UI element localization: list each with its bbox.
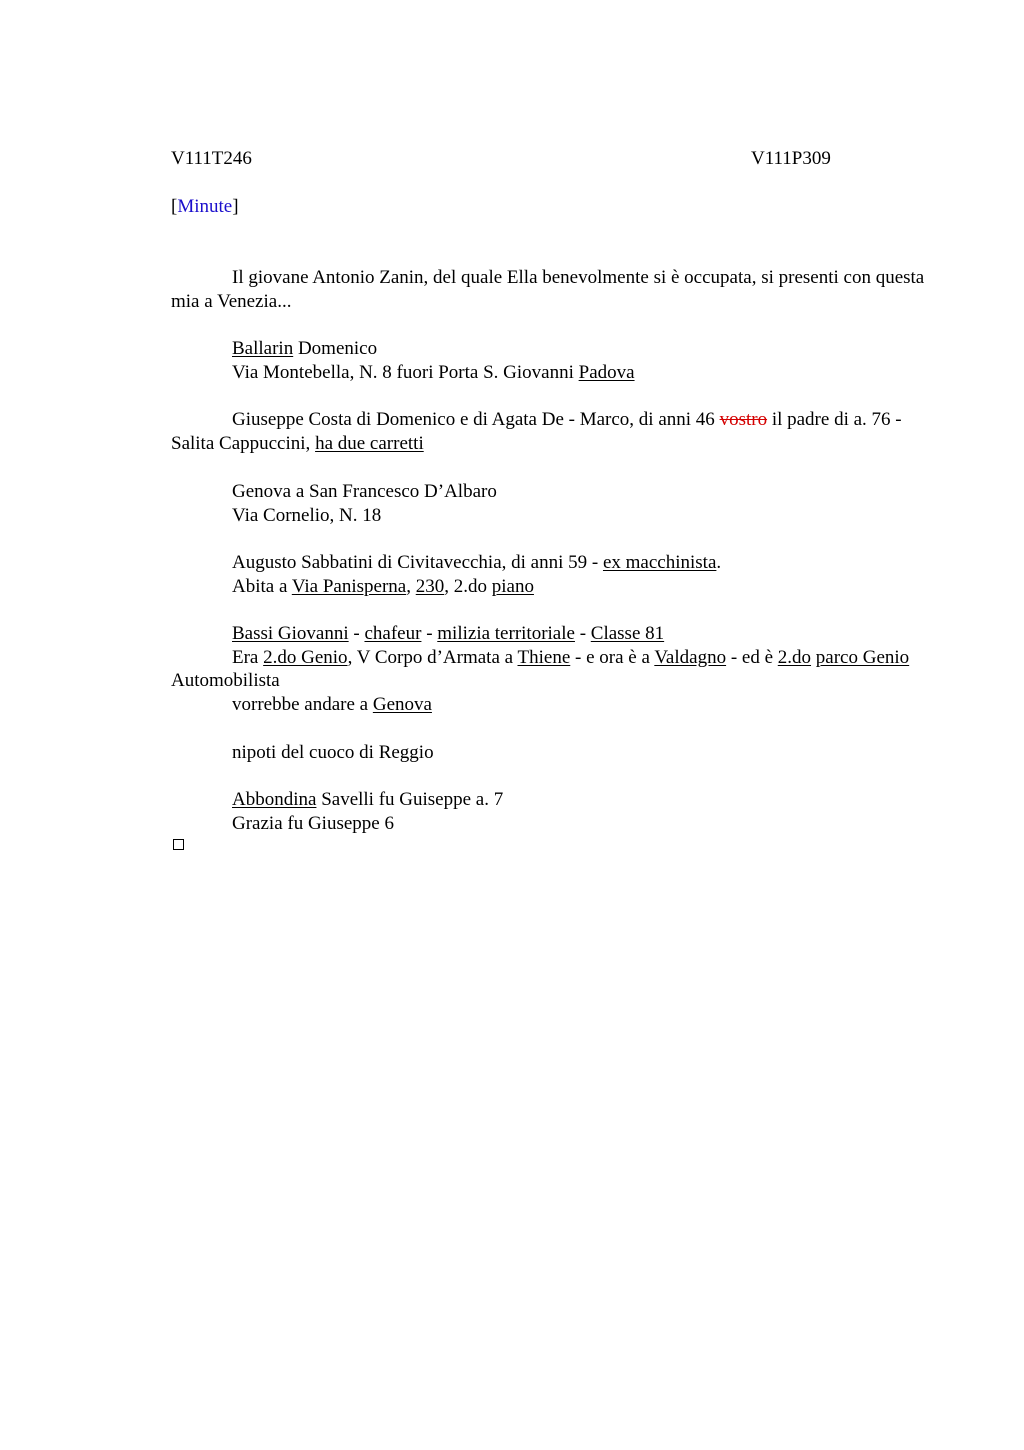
abbondina-line2: Grazia fu Giuseppe 6	[232, 812, 394, 834]
bassi-block	[171, 622, 931, 716]
costa-deleted-word: vostro	[719, 409, 768, 430]
end-box-icon	[173, 839, 184, 850]
sabbatini-block	[171, 551, 992, 598]
bassi-ed: - ed è	[726, 646, 778, 668]
nipoti-text: nipoti del cuoco di Reggio	[232, 742, 434, 763]
minute-reference	[171, 195, 239, 219]
sabbatini-text: Augusto Sabbatini di Civitavecchia, di anni 59 -	[232, 552, 603, 573]
abbondina-block	[171, 788, 992, 835]
bracket-open: [	[171, 196, 178, 217]
bassi-genova: Genova	[372, 693, 432, 715]
costa-text-after: il padre di a. 76 - Salita Cappuccini,	[171, 409, 902, 454]
sabbatini-comma2: , 2.do	[444, 575, 492, 597]
nipoti-block	[171, 741, 992, 765]
genova-address-block	[171, 480, 992, 527]
bassi-sep1: -	[348, 623, 365, 644]
abbondina-name: Abbondina	[232, 789, 317, 810]
bassi-thiene: Thiene	[517, 646, 571, 668]
bassi-parco: parco Genio	[815, 646, 910, 668]
sabbatini-number: 230	[415, 575, 445, 597]
bassi-role: chafeur	[364, 623, 422, 644]
bassi-secondo: 2.do	[777, 646, 812, 668]
ballarin-name: Domenico	[293, 338, 378, 359]
costa-underlined: ha due carretti	[315, 432, 424, 454]
bassi-era: Era	[232, 646, 264, 668]
sabbatini-abita: Abita a	[232, 575, 292, 597]
bassi-name: Bassi Giovanni	[232, 623, 349, 644]
sabbatini-street: Via Panisperna	[291, 575, 407, 597]
sabbatini-period: .	[716, 552, 722, 573]
genova-line2: Via Cornelio, N. 18	[232, 504, 382, 526]
right-code: V111P309	[751, 148, 831, 169]
bassi-vorrebbe: vorrebbe andare a	[232, 693, 373, 715]
genova-line1: Genova a San Francesco D’Albaro	[232, 481, 497, 502]
sabbatini-floor: piano	[491, 575, 534, 597]
bassi-genio: 2.do Genio	[263, 646, 348, 668]
minute-link[interactable]: Minute	[177, 196, 233, 217]
sabbatini-job: ex macchinista	[602, 552, 717, 573]
bracket-close: ]	[232, 196, 239, 217]
sabbatini-comma1: ,	[406, 575, 416, 597]
ballarin-city: Padova	[578, 361, 635, 383]
bassi-valdagno: Valdagno	[654, 646, 727, 668]
bassi-unit: milizia territoriale	[437, 623, 575, 644]
ballarin-surname: Ballarin	[232, 338, 294, 359]
bassi-sep3: -	[574, 623, 591, 644]
bassi-corpo: , V Corpo d’Armata a	[347, 646, 518, 668]
costa-paragraph	[171, 408, 931, 455]
bassi-ora: - e ora è a	[570, 646, 655, 668]
bassi-sep2: -	[421, 623, 438, 644]
ballarin-address: Via Montebella, N. 8 fuori Porta S. Giovanni	[232, 361, 579, 383]
ballarin-block	[171, 337, 992, 384]
costa-text-before: Giuseppe Costa di Domenico e di Agata De - Marco, di anni 46	[232, 409, 720, 430]
intro-paragraph	[171, 266, 931, 313]
intro-text: Il giovane Antonio Zanin, del quale Ella benevolmente si è occupata, si presenti con questa mia a Venezia...	[171, 267, 925, 312]
bassi-classe: Classe 81	[590, 623, 665, 644]
bassi-auto: Automobilista	[171, 670, 280, 691]
abbondina-rest: Savelli fu Guiseppe a. 7	[316, 789, 504, 810]
left-code: V111T246	[171, 148, 252, 169]
